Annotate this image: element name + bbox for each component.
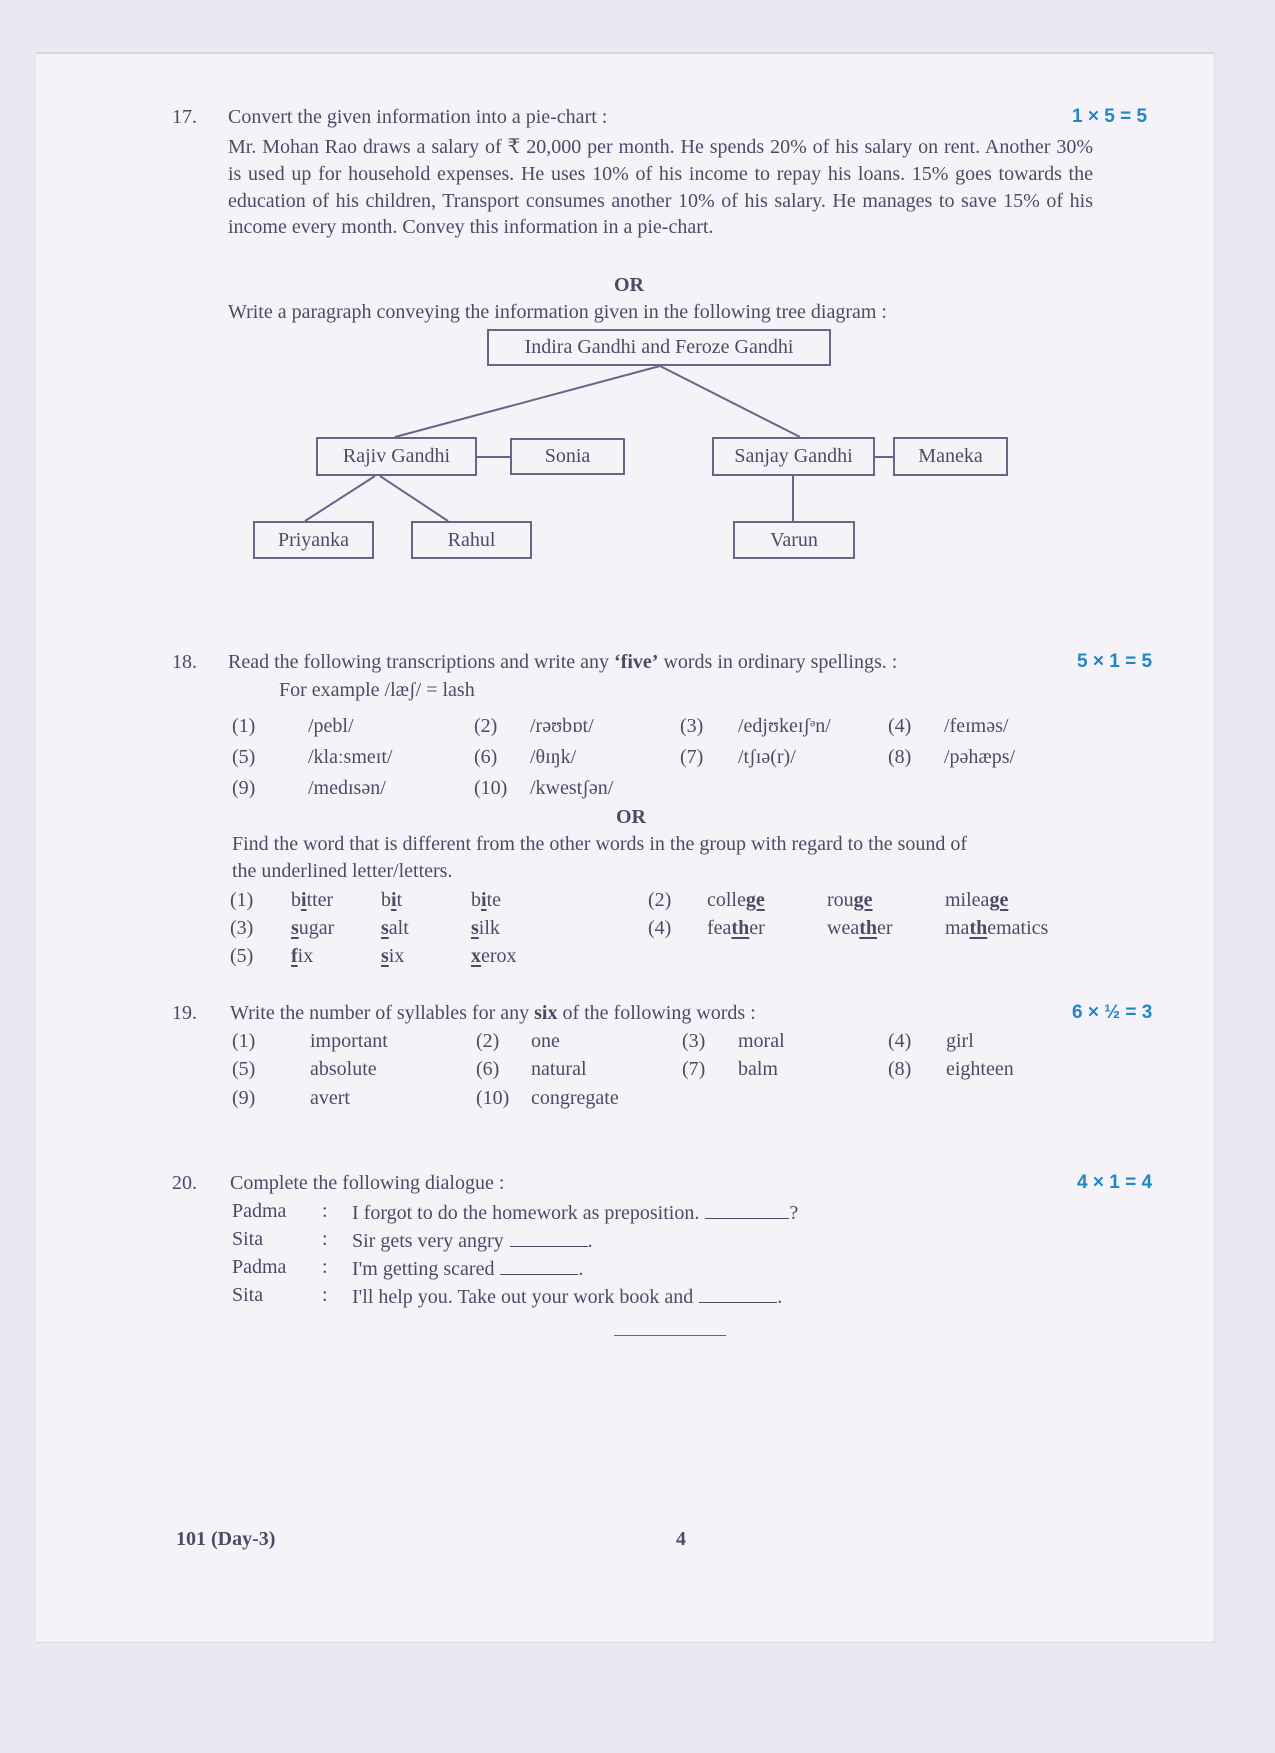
- transcription-text: /pebl/: [308, 715, 354, 737]
- group-word: salt: [381, 917, 409, 939]
- q19-marks: 6 × ½ = 3: [1072, 1002, 1153, 1023]
- connector-root-rajiv: [395, 366, 660, 437]
- q17-paragraph: Mr. Mohan Rao draws a salary of ₹ 20,000 per month. He spends 20% of his salary on rent. Another 30% is used up for household expenses. He uses 10% of his income to repay his loans. 15% goes towards the education of his children, Transport consumes another 10% of his salary. He manages to save 15% of his income every month. Convey this information in a pie-chart.: [228, 136, 1093, 239]
- dialogue-line: I'll help you. Take out your work book and .: [352, 1286, 783, 1308]
- q20-prompt: Complete the following dialogue :: [230, 1172, 505, 1194]
- group-word: weather: [827, 917, 893, 939]
- tree-node-maneka: Maneka: [893, 437, 1008, 476]
- tree-node-rajiv: Rajiv Gandhi: [316, 437, 477, 476]
- transcription-num: (9): [232, 777, 256, 799]
- word-text: important: [310, 1030, 388, 1052]
- transcription-num: (3): [680, 715, 704, 737]
- word-num: (1): [232, 1030, 256, 1052]
- transcription-num: (10): [474, 777, 508, 799]
- group-num: (5): [230, 945, 254, 967]
- family-tree-diagram: [0, 0, 1275, 600]
- tree-node-sonia: Sonia: [510, 438, 625, 475]
- q18-example: For example /læʃ/ = lash: [279, 679, 475, 701]
- q20-marks: 4 × 1 = 4: [1077, 1172, 1153, 1193]
- word-text: moral: [738, 1030, 785, 1052]
- transcription-num: (7): [680, 746, 704, 768]
- group-word: six: [381, 945, 405, 967]
- word-num: (4): [888, 1030, 912, 1052]
- transcription-num: (4): [888, 715, 912, 737]
- transcription-num: (2): [474, 715, 498, 737]
- group-word: college: [707, 889, 765, 911]
- transcription-text: /klaːsmeɪt/: [308, 746, 393, 768]
- word-text: avert: [310, 1087, 350, 1109]
- transcription-num: (6): [474, 746, 498, 768]
- word-text: absolute: [310, 1058, 377, 1080]
- dialogue-line: I'm getting scared .: [352, 1258, 584, 1280]
- word-num: (8): [888, 1058, 912, 1080]
- dialogue-speaker: Padma: [232, 1256, 287, 1278]
- transcription-num: (5): [232, 746, 256, 768]
- dialogue-line: I forgot to do the homework as preposition. ?: [352, 1202, 799, 1224]
- group-word: mathematics: [945, 917, 1049, 939]
- q19-number: 19.: [172, 1002, 197, 1024]
- tree-node-root: Indira Gandhi and Feroze Gandhi: [487, 329, 831, 366]
- word-text: congregate: [531, 1087, 619, 1109]
- word-num: (9): [232, 1087, 256, 1109]
- dialogue-colon: :: [322, 1200, 328, 1222]
- transcription-text: /rəʊbɒt/: [530, 715, 594, 737]
- group-word: bite: [471, 889, 501, 911]
- word-text: girl: [946, 1030, 974, 1052]
- connector-root-sanjay: [660, 366, 800, 437]
- tree-connectors: [0, 0, 1275, 600]
- word-num: (7): [682, 1058, 706, 1080]
- dialogue-line: Sir gets very angry .: [352, 1230, 593, 1252]
- transcription-text: /feɪməs/: [944, 715, 1009, 737]
- word-text: balm: [738, 1058, 778, 1080]
- word-num: (2): [476, 1030, 500, 1052]
- dialogue-speaker: Sita: [232, 1228, 264, 1250]
- dialogue-colon: :: [322, 1284, 328, 1306]
- dialogue-speaker: Padma: [232, 1200, 287, 1222]
- footer-page-number: 4: [676, 1528, 686, 1550]
- answer-blank[interactable]: [699, 1284, 777, 1303]
- group-num: (2): [648, 889, 672, 911]
- dialogue-colon: :: [322, 1228, 328, 1250]
- tree-node-sanjay: Sanjay Gandhi: [712, 437, 875, 476]
- group-num: (1): [230, 889, 254, 911]
- q17-prompt: Convert the given information into a pie-chart :: [228, 106, 608, 128]
- answer-blank[interactable]: [705, 1200, 789, 1219]
- word-text: eighteen: [946, 1058, 1014, 1080]
- dialogue-speaker: Sita: [232, 1284, 264, 1306]
- q18-or: OR: [616, 806, 646, 828]
- q18-marks: 5 × 1 = 5: [1077, 651, 1153, 672]
- footer-paper-code: 101 (Day-3): [176, 1528, 276, 1550]
- q17-alt-prompt: Write a paragraph conveying the information given in the following tree diagram :: [228, 301, 887, 323]
- word-num: (5): [232, 1058, 256, 1080]
- q18-alt-line2: the underlined letter/letters.: [232, 860, 453, 882]
- group-num: (3): [230, 917, 254, 939]
- end-divider: [614, 1335, 726, 1336]
- q20-number: 20.: [172, 1172, 197, 1194]
- word-num: (6): [476, 1058, 500, 1080]
- group-word: xerox: [471, 945, 517, 967]
- group-word: rouge: [827, 889, 873, 911]
- connector-rajiv-priyanka: [305, 476, 375, 521]
- connector-rajiv-rahul: [380, 476, 448, 521]
- q17-marks: 1 × 5 = 5: [1072, 106, 1148, 127]
- transcription-text: /medɪsən/: [308, 777, 386, 799]
- transcription-text: /tʃɪə(r)/: [738, 746, 796, 768]
- q17-number: 17.: [172, 106, 197, 128]
- q17-or: OR: [614, 274, 644, 296]
- answer-blank[interactable]: [500, 1256, 578, 1275]
- transcription-num: (8): [888, 746, 912, 768]
- transcription-text: /θɪŋk/: [530, 746, 577, 768]
- group-word: mileage: [945, 889, 1009, 911]
- tree-node-rahul: Rahul: [411, 521, 532, 559]
- group-word: sugar: [291, 917, 335, 939]
- q18-alt-line1: Find the word that is different from the other words in the group with regard to the sound of: [232, 833, 968, 855]
- group-word: feather: [707, 917, 765, 939]
- group-word: silk: [471, 917, 500, 939]
- word-text: natural: [531, 1058, 587, 1080]
- word-num: (10): [476, 1087, 510, 1109]
- answer-blank[interactable]: [510, 1228, 588, 1247]
- group-word: bit: [381, 889, 403, 911]
- group-word: bitter: [291, 889, 334, 911]
- q18-prompt: Read the following transcriptions and write any ‘five’ words in ordinary spellings. :: [228, 651, 898, 673]
- dialogue-colon: :: [322, 1256, 328, 1278]
- tree-node-varun: Varun: [733, 521, 855, 559]
- tree-node-priyanka: Priyanka: [253, 521, 374, 559]
- transcription-text: /kwestʃən/: [530, 777, 614, 799]
- q18-number: 18.: [172, 651, 197, 673]
- group-word: fix: [291, 945, 314, 967]
- q19-prompt: Write the number of syllables for any six of the following words :: [230, 1002, 756, 1024]
- transcription-text: /edjʊkeɪʃᵊn/: [738, 715, 831, 737]
- word-text: one: [531, 1030, 560, 1052]
- transcription-text: /pəhæps/: [944, 746, 1016, 768]
- transcription-num: (1): [232, 715, 256, 737]
- word-num: (3): [682, 1030, 706, 1052]
- group-num: (4): [648, 917, 672, 939]
